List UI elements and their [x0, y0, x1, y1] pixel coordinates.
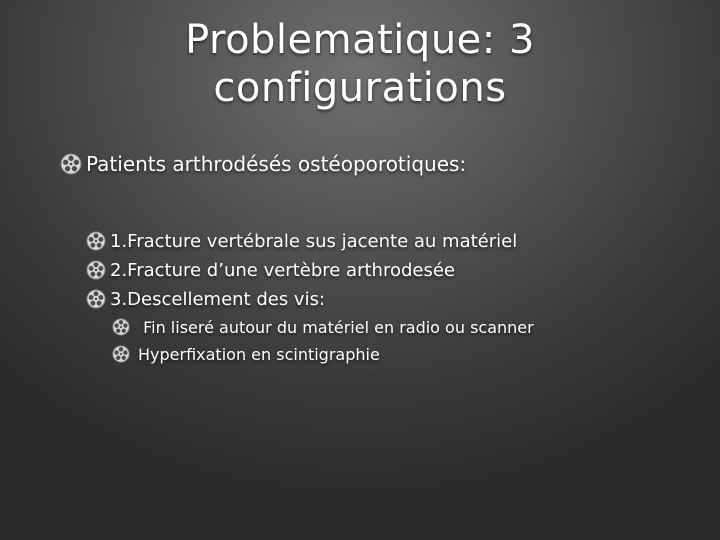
main-bullet-text: Patients arthrodésés ostéoporotiques: [86, 152, 467, 176]
title-line-2: configurations [213, 65, 507, 111]
sub-bullet-text: 1.Fracture vertébrale sus jacente au matériel [110, 230, 518, 252]
sub-sub-bullet-text: Fin liseré autour du matériel en radio ou scanner [138, 317, 534, 337]
main-bullet [60, 150, 466, 178]
film-reel-icon [112, 318, 130, 336]
film-reel-icon [86, 260, 106, 280]
title-line-1: Problematique: 3 [185, 17, 535, 63]
film-reel-icon [112, 345, 130, 363]
sub-bullet-3 [86, 286, 325, 312]
film-reel-icon [86, 289, 106, 309]
sub-bullet-text: 3.Descellement des vis: [110, 288, 326, 310]
slide-title [40, 16, 680, 112]
sub-bullet-1 [86, 228, 517, 254]
sub-sub-bullet-2 [112, 342, 380, 366]
sub-bullet-2 [86, 257, 455, 283]
sub-sub-bullet-1 [112, 315, 534, 339]
sub-sub-bullet-text: Hyperfixation en scintigraphie [138, 344, 380, 364]
sub-bullet-text: 2.Fracture d’une vertèbre arthrodesée [110, 259, 455, 281]
film-reel-icon [86, 231, 106, 251]
film-reel-icon [60, 153, 82, 175]
